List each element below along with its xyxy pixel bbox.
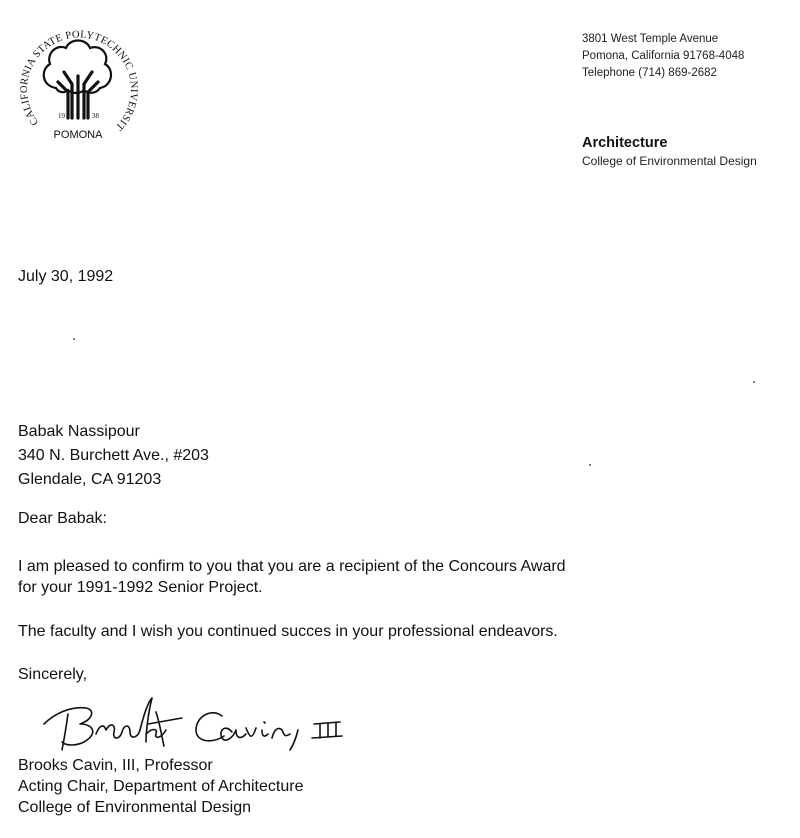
scan-speck <box>753 381 755 383</box>
paragraph-wishes: The faculty and I wish you continued succes in your professional endeavors. <box>18 623 558 640</box>
handwritten-signature <box>40 694 440 760</box>
paragraph-award-line1: I am pleased to confirm to you that you are a recipient of the Concours Award <box>18 558 566 575</box>
college-name: College of Environmental Design <box>582 154 757 168</box>
university-seal <box>12 14 144 146</box>
paragraph-award-line2: for your 1991-1992 Senior Project. <box>18 579 263 596</box>
department-name: Architecture <box>582 135 668 151</box>
seal-ring-text: CALIFORNIA STATE POLYTECHNIC UNIVERSIT <box>18 29 140 133</box>
svg-text:38: 38 <box>92 112 99 120</box>
tree-seal-icon <box>12 14 144 146</box>
recipient-address <box>18 420 209 492</box>
recipient-street: 340 N. Burchett Ave., #203 <box>18 447 209 464</box>
address-street: 3801 West Temple Avenue <box>582 33 719 45</box>
salutation: Dear Babak: <box>18 510 107 527</box>
return-address <box>582 31 744 82</box>
scan-speck <box>589 464 591 466</box>
letter-date: July 30, 1992 <box>18 268 114 285</box>
signer-block <box>18 755 303 818</box>
svg-text:CALIFORNIA STATE POLYTECHNIC U <box>12 14 139 133</box>
signer-position: Acting Chair, Department of Architecture <box>18 778 304 795</box>
address-telephone: Telephone (714) 869-2682 <box>582 67 717 79</box>
scan-speck <box>73 338 75 340</box>
signer-name: Brooks Cavin, III, Professor <box>18 757 213 774</box>
department-block <box>582 134 757 170</box>
paragraph-award <box>18 556 566 598</box>
closing: Sincerely, <box>18 666 88 683</box>
recipient-city: Glendale, CA 91203 <box>18 471 162 488</box>
signer-college: College of Environmental Design <box>18 799 252 816</box>
svg-text:19: 19 <box>58 112 65 120</box>
address-city: Pomona, California 91768-4048 <box>582 50 745 62</box>
seal-location: POMONA <box>53 129 103 141</box>
recipient-name: Babak Nassipour <box>18 423 140 440</box>
